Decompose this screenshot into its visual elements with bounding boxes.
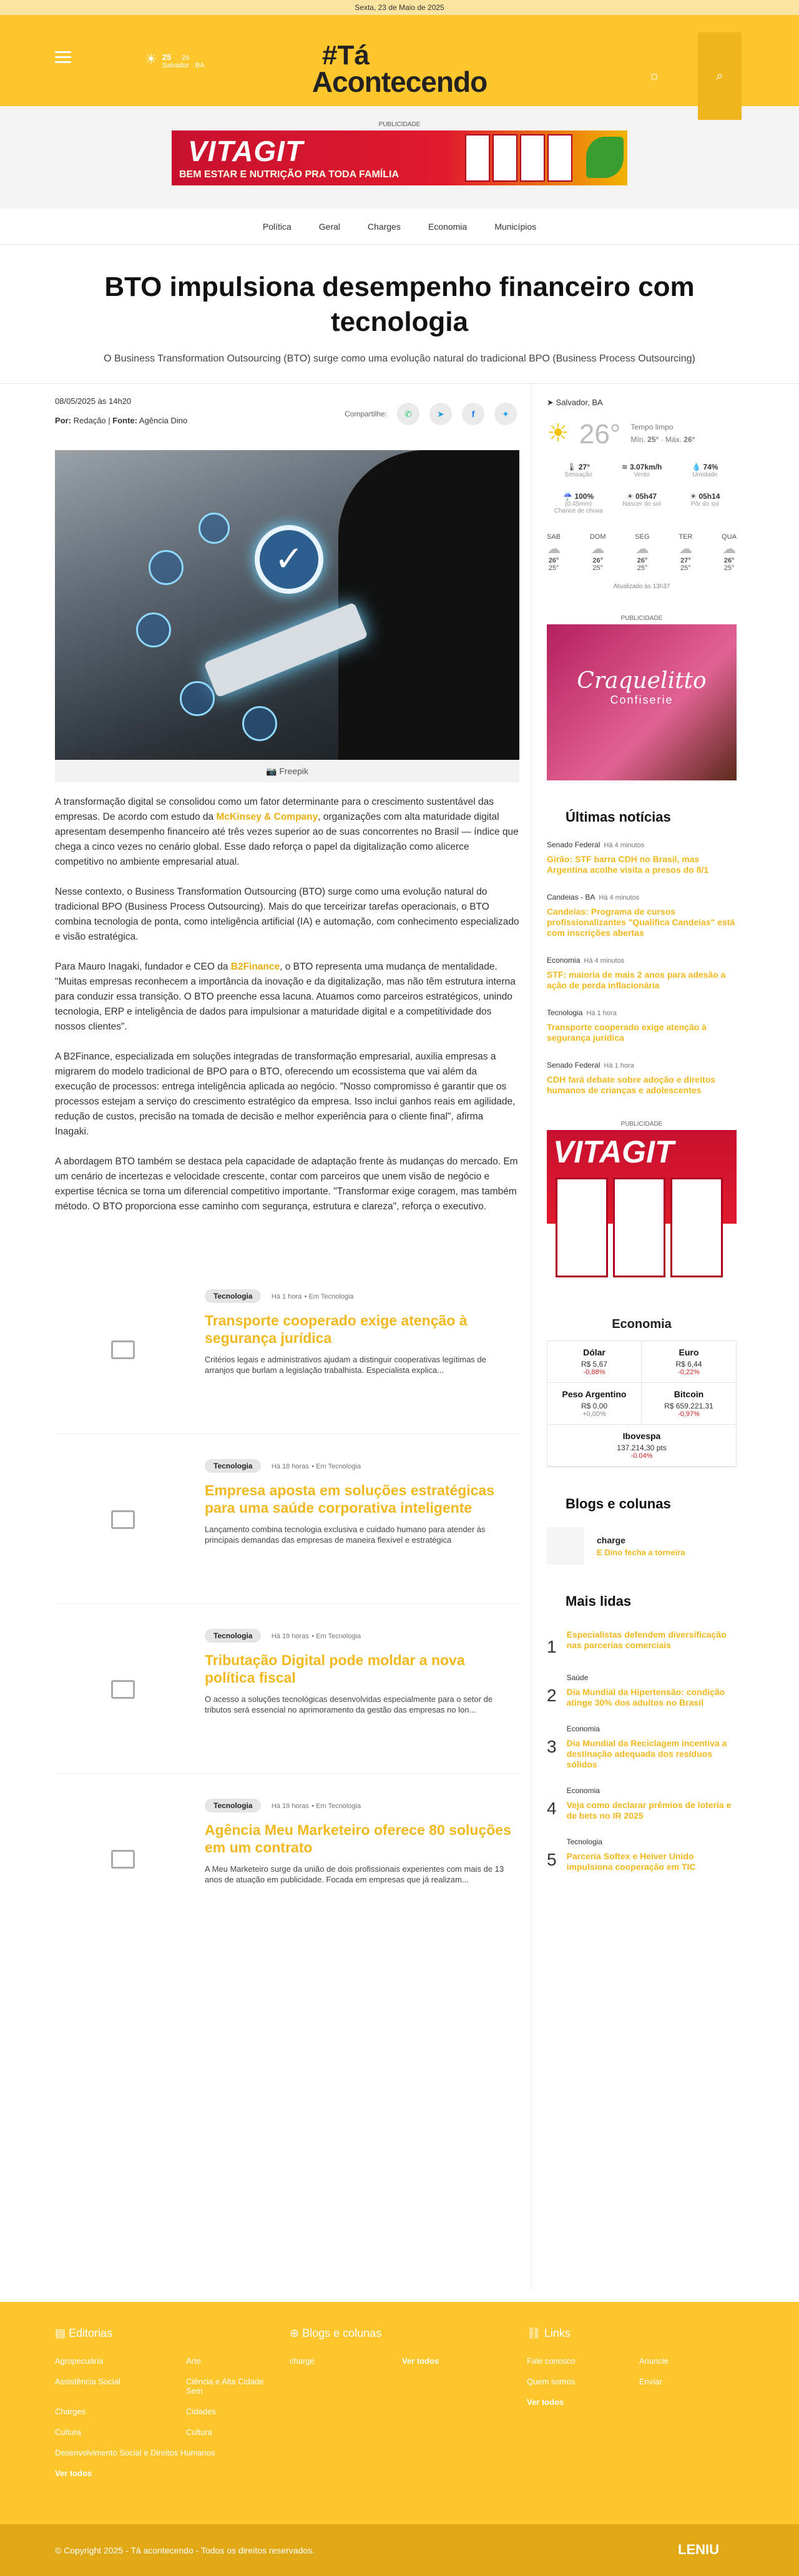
forecast-day: TER ☁ 27° 25° <box>679 533 693 572</box>
ad-label: PUBLICIDADE <box>620 615 663 622</box>
whatsapp-icon[interactable]: ✆ <box>397 403 419 425</box>
cloud-icon: ☁ <box>722 541 737 556</box>
most-read-item[interactable]: 3 Economia Dia Mundial da Reciclagem incentiva a destinação adequada dos resíduos sólidos <box>547 1724 727 1769</box>
product-boxes <box>556 1177 723 1277</box>
copyright-bar <box>0 2524 799 2576</box>
telegram-icon[interactable]: ➤ <box>429 403 452 425</box>
latest-item[interactable]: Senado Federal Há 4 minutos Girão: STF barra CDH no Brasil, mas Argentina acolhe visita a presos do 8/1 <box>547 840 709 875</box>
related-item[interactable]: Tecnologia Há 19 horas • Em Tecnologia Agência Meu Marketeiro oferece 80 soluções em um contrato A Meu Marketeiro surge da união de dois profissionais experientes com mais de 13 anos de atuação em publicidade. Focada em empresas que já realizam... <box>55 1774 519 1944</box>
related-title[interactable]: Agência Meu Marketeiro oferece 80 soluções em um contrato <box>205 1822 511 1856</box>
related-section: Em Tecnologia <box>308 1293 354 1300</box>
site-footer <box>0 2302 799 2524</box>
footer-link[interactable]: Anuncie <box>639 2356 669 2366</box>
footer-link[interactable]: charge <box>290 2356 315 2366</box>
min-label: Mín. <box>630 435 645 444</box>
forecast-day: SAB ☁ 26° 25° <box>547 533 561 572</box>
ad-label: PUBLICIDADE <box>620 1121 663 1128</box>
globe-icon: ⊕ <box>290 2327 300 2339</box>
related-tag[interactable]: Tecnologia <box>205 1459 261 1473</box>
menu-icon[interactable] <box>55 51 71 64</box>
related-item[interactable]: Tecnologia Há 18 horas • Em Tecnologia Empresa aposta em soluções estratégicas para uma saúde corporativa inteligente Lançamento combina tecnologia exclusiva e cuidado humano para atender às principais demandas das empresas de maneira flexível e estratégica <box>55 1434 519 1604</box>
footer-link[interactable]: Charges <box>55 2407 86 2416</box>
copyright-text: © Copyright 2025 - Tá acontecendo - Todos os direitos reservados. <box>55 2545 315 2555</box>
forecast-day: QUA ☁ 26° 25° <box>722 533 737 572</box>
vitagit-side-ad[interactable] <box>547 1130 737 1286</box>
twitter-icon[interactable]: ✦ <box>494 403 517 425</box>
image-placeholder-icon <box>55 1283 180 1389</box>
developer-logo[interactable]: LENIU <box>678 2542 719 2557</box>
related-title[interactable]: Empresa aposta em soluções estratégicas para uma saúde corporativa inteligente <box>205 1482 495 1516</box>
image-placeholder-icon <box>55 1792 180 1899</box>
drop-icon: 💧 <box>692 463 702 471</box>
related-time: Há 19 horas <box>271 1802 309 1810</box>
economy-widget <box>547 1340 737 1467</box>
quote-dollar: Dólar R$ 5,67 -0,88% <box>547 1341 642 1383</box>
weather-details: 🌡 27° Sensação ≋ 3.07km/h Vento 💧 74% Umidade ☔ 100% (0.45mm) Chance de chuva ☀ 05h47 Nascer do sol ☀ 05h14 Pôr do sol <box>554 463 720 514</box>
weather-location-row <box>547 398 737 408</box>
header-weather <box>145 52 205 69</box>
site-logo[interactable] <box>306 42 493 96</box>
top-ad-band <box>0 106 799 209</box>
facebook-icon[interactable]: f <box>462 403 484 425</box>
footer-more-link[interactable]: Ver todos <box>55 2469 92 2478</box>
rain-icon: ☔ <box>563 492 573 501</box>
paragraph-2: Nesse contexto, o Business Transformation Outsourcing (BTO) surge como uma evolução natural do tradicional BPO (Business Process Outsourcing). Mais do que terceirizar tarefas operacionais, o BTO combina tecnologia de ponta, como inteligência artificial (IA) e automação, com conhecimento especializado e visão estratégica. <box>55 887 519 942</box>
footer-more-link[interactable]: Ver todos <box>527 2397 564 2407</box>
ad-brand: VITAGIT <box>188 135 304 167</box>
cloud-icon: ☁ <box>679 541 693 556</box>
related-excerpt: A Meu Marketeiro surge da união de dois profissionais experientes com mais de 13 anos de atuação em publicidade. Focada em empresas que já realizam... <box>205 1864 504 1884</box>
latest-title: Últimas notícias <box>566 809 671 825</box>
person-silhouette <box>338 450 519 760</box>
logo-line1: #Tá <box>322 40 370 71</box>
caption-text: Freepik <box>279 766 308 776</box>
rain-chance: 100% <box>574 492 594 501</box>
footer-blogs <box>290 2327 477 2366</box>
footer-link[interactable]: Assistência Social <box>55 2377 120 2386</box>
related-tag[interactable]: Tecnologia <box>205 1289 261 1303</box>
footer-link[interactable]: Cultura <box>186 2427 212 2437</box>
weather-desc: Tempo limpo <box>630 423 674 431</box>
sun-icon: ☀ <box>145 51 157 67</box>
vitagit-banner[interactable] <box>172 130 627 185</box>
article-body <box>55 795 519 1214</box>
economy-title: Economia <box>612 1317 672 1331</box>
folder-icon: ▤ <box>55 2327 66 2339</box>
latest-item[interactable]: Senado Federal Há 1 hora CDH fará debate sobre adoção e direitos humanos de crianças e adolescentes <box>547 1061 715 1095</box>
ad-brand: VITAGIT <box>553 1134 674 1169</box>
blogs-title: Blogs e colunas <box>566 1496 671 1512</box>
image-placeholder-icon <box>55 1623 180 1729</box>
article-byline: Por: Redação | Fonte: Agência Dino <box>55 416 188 425</box>
cloud-icon: ☁ <box>591 541 605 556</box>
most-read-item[interactable]: 5 Tecnologia Parceria Softex e Heiver Unido impulsiona cooperação em TIC <box>547 1837 696 1872</box>
footer-link[interactable]: Desenvolvimento Social e Direitos Humanos <box>55 2448 215 2457</box>
sunrise-icon: ☀ <box>626 492 634 501</box>
related-item[interactable]: Tecnologia Há 19 horas • Em Tecnologia Tributação Digital pode moldar a nova política fiscal O acesso a soluções tecnológicas desenvolvidas especialmente para o setor de tributos será essencial no aprimoramento da gestão das empresas no lon... <box>55 1604 519 1774</box>
cloud-icon: ☁ <box>635 541 649 556</box>
top-date-bar <box>0 0 799 15</box>
related-item[interactable]: Tecnologia Há 1 hora • Em Tecnologia Transporte cooperado exige atenção à segurança jurídica Critérios legais e administrativos ajudam a distinguir cooperativas legítimas de arranjos que burlam a legislação trabalhista. Especialista explica... <box>55 1264 519 1434</box>
footer-more-link[interactable]: Ver todos <box>402 2356 439 2366</box>
humidity: 74% <box>703 463 718 471</box>
paragraph-1: A transformação digital se consolidou como um fator determinante para o crescimento sustentável das empresas. De acordo com estudo da McKinsey & Company, organizações com alta maturidade digital apresentam desempenho financeiro até três vezes superior ao de suas concorrentes no Brasil — índice que chega a cinco vezes no cenário global. Esse dado reforça o papel da digitalização como alicerce competitivo no ambiente empresarial atual. <box>55 797 519 867</box>
site-header <box>0 15 799 106</box>
sidebar <box>547 384 737 1889</box>
related-excerpt: Lançamento combina tecnologia exclusiva e cuidado humano para atender às principais demandas das empresas de maneira flexível e estratégica <box>205 1525 486 1545</box>
most-read-title: Mais lidas <box>566 1593 632 1609</box>
nav-politica[interactable]: Política <box>262 221 292 232</box>
thermometer-icon: 🌡 <box>567 463 577 471</box>
footer-links <box>527 2327 714 2407</box>
related-time: Há 18 horas <box>271 1463 309 1470</box>
article-hero <box>0 245 799 384</box>
latest-item[interactable]: Tecnologia Há 1 hora Transporte cooperado exige atenção à segurança jurídica <box>547 1008 707 1043</box>
main-nav <box>0 209 799 245</box>
article-date: 08/05/2025 às 14h20 <box>55 396 132 406</box>
footer-col3-title: Links <box>544 2327 571 2339</box>
article-subtitle: O Business Transformation Outsourcing (BTO) surge como uma evolução natural do tradicional BPO (Business Process Outsourcing) <box>104 353 695 364</box>
footer-link[interactable]: Quem somos <box>527 2377 576 2386</box>
latest-item[interactable]: Economia Há 4 minutos STF: maioria de mais 2 anos para adesão a ação de perda inflacionária <box>547 956 726 990</box>
footer-col1-title: Editorias <box>69 2327 113 2339</box>
weather-updated: Atualizado às 13h37 <box>613 583 670 590</box>
quote-ibovespa: Ibovespa 137.214,30 pts -0.04% <box>547 1425 736 1467</box>
quote-bitcoin: Bitcoin R$ 659.221,31 -0,97% <box>642 1383 736 1425</box>
weather-now: ☀ 26° Tempo limpo Mín. 25° · Máx. 26° <box>547 419 695 450</box>
related-time: Há 19 horas <box>271 1633 309 1640</box>
related-section: Em Tecnologia <box>316 1802 361 1810</box>
cloud-icon: ☁ <box>547 541 561 556</box>
footer-link[interactable]: Ciência e Alta Cidade Sem <box>186 2377 264 2396</box>
article-image <box>55 450 519 760</box>
image-caption <box>55 760 519 782</box>
current-date: Sexta, 23 de Maio de 2025 <box>355 3 444 12</box>
related-excerpt: Critérios legais e administrativos ajudam a distinguir cooperativas legítimas de arranjos que burlam a legislação trabalhista. Especialista explica... <box>205 1355 486 1375</box>
sunrise: 05h47 <box>635 492 657 501</box>
author-label: Por: <box>55 416 71 425</box>
blog-name: charge <box>597 1535 625 1545</box>
logo-line2: Acontecendo <box>311 65 488 98</box>
most-read-item[interactable]: 2 Saúde Dia Mundial da Hipertensão: condição atinge 30% dos adultos no Brasil <box>547 1673 725 1708</box>
author: Redação <box>73 416 106 425</box>
related-section: Em Tecnologia <box>316 1463 361 1470</box>
max-temp: 26° <box>684 435 695 444</box>
footer-link[interactable]: Arte <box>186 2356 201 2366</box>
related-excerpt: O acesso a soluções tecnológicas desenvolvidas especialmente para o setor de tributos será essencial no aprimoramento da gestão das empresas no lon... <box>205 1694 493 1714</box>
search-icon[interactable]: ⌕ <box>698 32 742 120</box>
paragraph-5: A abordagem BTO também se destaca pela capacidade de adaptação frente às mudanças do mercado. Em um cenário de incertezas e velocidade crescente, contar com parceiros que unem visão de negócio e expertise técnica se torna um diferencial competitivo importante. "Transformar exige coragem, mas também método. O BTO proporciona esse caminho com segurança, estrutura e clareza", reforça o executivo. <box>55 1156 518 1212</box>
nav-economia[interactable]: Economia <box>428 221 468 232</box>
ad-label: PUBLICIDADE <box>378 121 421 128</box>
forecast-day: SEG ☁ 26° 25° <box>635 533 650 572</box>
ad-name: Craquelitto <box>577 668 707 694</box>
leaf-graphic <box>586 137 624 178</box>
wind: 3.07km/h <box>630 463 662 471</box>
ad-sub: Confiserie <box>610 694 674 706</box>
image-placeholder-icon <box>547 1527 584 1565</box>
weather-forecast <box>547 533 737 572</box>
max-label: Máx. <box>665 435 682 444</box>
feels-like: 27° <box>578 463 591 471</box>
mckinsey-link[interactable]: McKinsey & Company <box>216 812 318 822</box>
weather-temp: 26° <box>579 419 621 450</box>
footer-link[interactable]: Agropecuária <box>55 2356 104 2366</box>
quote-euro: Euro R$ 6,44 -0,22% <box>642 1341 736 1383</box>
min-temp: 25° <box>647 435 659 444</box>
sunset-icon: ☀ <box>690 492 697 501</box>
forecast-day: DOM ☁ 26° 25° <box>589 533 606 572</box>
sunset: 05h14 <box>699 492 720 501</box>
weather-max: 26 <box>182 54 190 62</box>
ad-slogan: BEM ESTAR E NUTRIÇÃO PRA TODA FAMÍLIA <box>179 169 399 180</box>
nav-charges[interactable]: Charges <box>368 221 401 232</box>
wind-icon: ≋ <box>621 463 628 471</box>
article-column <box>55 384 519 1944</box>
location-icon: ➤ <box>547 398 554 407</box>
most-read-item[interactable]: 1 Especialistas defendem diversificação nas parcerias comerciais <box>547 1630 727 1656</box>
most-read-item[interactable]: 4 Economia Veja como declarar prêmios de loteria e de bets no IR 2025 <box>547 1786 732 1821</box>
related-time: Há 1 hora <box>271 1293 302 1300</box>
camera-icon: 📷 <box>265 766 277 776</box>
article-title: BTO impulsiona desempenho financeiro com tecnologia <box>104 272 695 337</box>
share-bar <box>345 403 517 425</box>
sun-icon: ☀ <box>547 420 569 447</box>
related-list <box>55 1264 519 1944</box>
footer-col2-title: Blogs e colunas <box>302 2327 382 2339</box>
related-section: Em Tecnologia <box>316 1633 361 1640</box>
craquelitto-ad[interactable] <box>547 624 737 780</box>
theme-toggle-icon[interactable]: ☼ <box>648 67 661 83</box>
paragraph-4: A B2Finance, especializada em soluções integradas de transformação empresarial, auxilia empresas a migrarem do modelo tradicional de BPO para o BTO, oferecendo um ecossistema que vai além da execução de processos: entrega inteligência aplicada ao negócio. "Nosso compromisso é garantir que os processos estejam a serviço do crescimento estratégico da empresa. Isso inclui ganhos reais em agilidade, redução de custos, precisão na tomada de decisão e melhor experiência para o cliente final", afirma Inagaki. <box>55 1051 516 1137</box>
latest-item[interactable]: Candeias - BA Há 4 minutos Candeias: Programa de cursos profissionalizantes "Qualifica Candeias" está com inscrições abertas <box>547 893 735 938</box>
related-tag[interactable]: Tecnologia <box>205 1629 261 1643</box>
nav-municipios[interactable]: Municípios <box>494 221 537 232</box>
paragraph-3: Para Mauro Inagaki, fundador e CEO da B2Finance, o BTO representa uma mudança de mentalidade. "Muitas empresas reconhecem a importância da inovação e da digitalização, mas não têm estrutura interna para conduzir essa transição. O BTO preenche essa lacuna. Atuamos como parceiros estratégicos, unindo tecnologia, ERP e inteligência de dados para impulsionar a maturidade digital e a competitividade dos nossos clientes". <box>55 961 516 1032</box>
source: Agência Dino <box>139 416 188 425</box>
footer-link[interactable]: Fale conosco <box>527 2356 576 2366</box>
product-packs <box>465 134 572 182</box>
related-title[interactable]: Tributação Digital pode moldar a nova política fiscal <box>205 1652 465 1686</box>
footer-link[interactable]: Enviar <box>639 2377 662 2386</box>
image-placeholder-icon <box>55 1453 180 1559</box>
related-tag[interactable]: Tecnologia <box>205 1799 261 1812</box>
weather-city: Salvador, BA <box>556 398 603 407</box>
footer-editorias <box>55 2327 280 2478</box>
weather-min: 25 <box>162 52 172 62</box>
related-title[interactable]: Transporte cooperado exige atenção à segurança jurídica <box>205 1312 468 1346</box>
b2finance-link[interactable]: B2Finance <box>230 961 280 972</box>
quote-peso: Peso Argentino R$ 0,00 +0,00% <box>547 1383 642 1425</box>
blog-post[interactable]: E Dino fecha a torneira <box>597 1547 685 1557</box>
footer-link[interactable]: Cultura <box>55 2427 81 2437</box>
nav-geral[interactable]: Geral <box>318 221 341 232</box>
source-label: Fonte: <box>112 416 137 425</box>
blog-item[interactable] <box>547 1527 737 1565</box>
link-icon: ⛓ <box>527 2327 541 2339</box>
gear-check-icon: ✓ <box>255 525 323 594</box>
share-label: Compartilhe: <box>345 410 388 418</box>
footer-link[interactable]: Cidades <box>186 2407 216 2416</box>
weather-location: Salvador · BA <box>162 62 205 69</box>
